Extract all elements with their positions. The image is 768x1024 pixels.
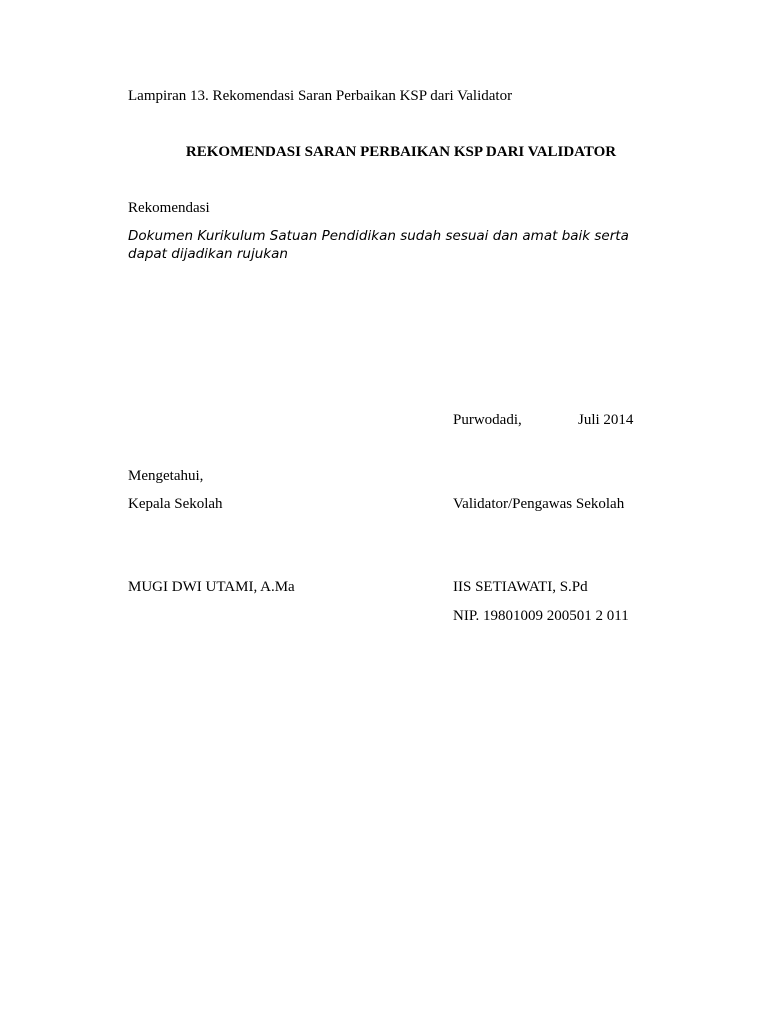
validator-role: Validator/Pengawas Sekolah: [453, 496, 625, 512]
principal-role: Kepala Sekolah: [128, 496, 223, 512]
signature-date: Juli 2014: [578, 412, 634, 428]
validator-nip: NIP. 19801009 200501 2 011: [453, 608, 629, 624]
attachment-line: Lampiran 13. Rekomendasi Saran Perbaikan KSP dari Validator: [128, 88, 513, 104]
signature-place: Purwodadi,: [453, 412, 522, 428]
principal-name: MUGI DWI UTAMI, A.Ma: [128, 579, 295, 595]
recommendation-text: Dokumen Kurikulum Satuan Pendidikan sudah sesuai dan amat baik serta dapat dijadikan rujukan: [128, 228, 629, 262]
recommendation-label: Rekomendasi: [128, 200, 210, 216]
acknowledged-label: Mengetahui,: [128, 468, 204, 484]
document-title: REKOMENDASI SARAN PERBAIKAN KSP DARI VALIDATOR: [185, 144, 617, 160]
validator-name: IIS SETIAWATI, S.Pd: [453, 579, 588, 595]
